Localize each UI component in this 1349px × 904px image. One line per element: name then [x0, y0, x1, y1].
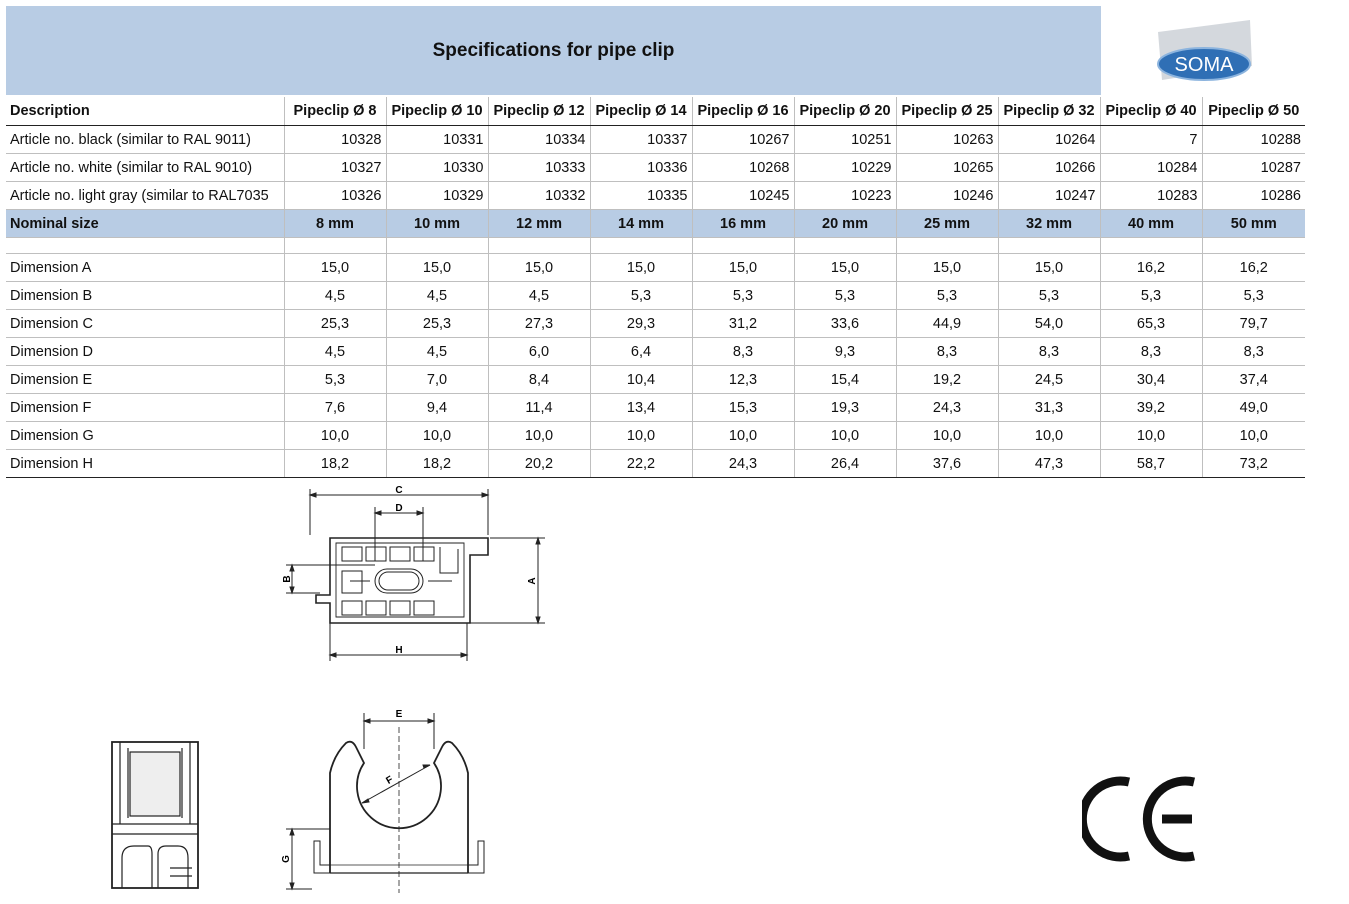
article-row — [6, 126, 1305, 154]
row-label: Article no. light gray (similar to RAL7035 — [6, 182, 284, 210]
table-cell: 10329 — [386, 182, 488, 210]
row-label: Dimension A — [6, 254, 284, 282]
table-cell: 8 mm — [284, 210, 386, 238]
table-cell: 5,3 — [896, 282, 998, 310]
table-cell: 8,3 — [896, 338, 998, 366]
table-cell: 33,6 — [794, 310, 896, 338]
page-title: Specifications for pipe clip — [432, 40, 675, 61]
table-cell: 4,5 — [386, 282, 488, 310]
table-cell: 65,3 — [1100, 310, 1202, 338]
table-cell: 29,3 — [590, 310, 692, 338]
table-cell: 12,3 — [692, 366, 794, 394]
table-cell: 79,7 — [1202, 310, 1305, 338]
table-cell: 15,0 — [998, 254, 1100, 282]
table-cell: 10247 — [998, 182, 1100, 210]
table-cell: 19,3 — [794, 394, 896, 422]
table-cell: 10265 — [896, 154, 998, 182]
table-cell: 24,3 — [896, 394, 998, 422]
dim-label-c: C — [395, 485, 403, 496]
table-cell: 11,4 — [488, 394, 590, 422]
dimension-row — [6, 394, 1305, 422]
spec-table — [6, 97, 1305, 478]
dim-label-g: G — [281, 855, 292, 863]
dimension-row — [6, 310, 1305, 338]
table-cell: 15,0 — [488, 254, 590, 282]
table-cell: 15,0 — [692, 254, 794, 282]
table-cell: 10,0 — [1100, 422, 1202, 450]
column-header: Pipeclip Ø 40 — [1100, 97, 1202, 126]
table-cell — [998, 238, 1100, 254]
table-cell: 49,0 — [1202, 394, 1305, 422]
table-cell: 10326 — [284, 182, 386, 210]
table-cell: 7,0 — [386, 366, 488, 394]
table-cell: 10268 — [692, 154, 794, 182]
table-cell: 10267 — [692, 126, 794, 154]
dimension-row — [6, 450, 1305, 478]
table-cell: 10287 — [1202, 154, 1305, 182]
table-cell: 31,3 — [998, 394, 1100, 422]
table-cell: 5,3 — [794, 282, 896, 310]
table-cell: 54,0 — [998, 310, 1100, 338]
table-cell: 5,3 — [284, 366, 386, 394]
table-cell — [794, 238, 896, 254]
table-cell: 5,3 — [692, 282, 794, 310]
title-band — [6, 6, 1101, 95]
table-cell: 6,0 — [488, 338, 590, 366]
table-cell: 12 mm — [488, 210, 590, 238]
table-cell: 10333 — [488, 154, 590, 182]
table-cell: 20,2 — [488, 450, 590, 478]
table-cell — [692, 238, 794, 254]
article-row — [6, 154, 1305, 182]
dim-label-b: B — [282, 575, 293, 583]
column-header-description: Description — [6, 97, 284, 126]
column-header: Pipeclip Ø 14 — [590, 97, 692, 126]
table-cell: 15,0 — [284, 254, 386, 282]
table-cell: 10,0 — [386, 422, 488, 450]
row-label: Dimension F — [6, 394, 284, 422]
table-cell: 10284 — [1100, 154, 1202, 182]
table-cell: 44,9 — [896, 310, 998, 338]
table-cell: 10332 — [488, 182, 590, 210]
table-cell: 15,0 — [794, 254, 896, 282]
dimension-row — [6, 422, 1305, 450]
table-cell: 10,0 — [692, 422, 794, 450]
nominal-size-row — [6, 210, 1305, 238]
table-cell: 10223 — [794, 182, 896, 210]
table-cell: 20 mm — [794, 210, 896, 238]
dim-label-e: E — [395, 709, 403, 720]
table-cell: 58,7 — [1100, 450, 1202, 478]
dim-label-h: H — [395, 645, 403, 656]
table-cell — [386, 238, 488, 254]
table-cell: 4,5 — [488, 282, 590, 310]
table-cell: 10,0 — [1202, 422, 1305, 450]
table-cell: 8,4 — [488, 366, 590, 394]
table-cell: 16,2 — [1100, 254, 1202, 282]
table-cell: 26,4 — [794, 450, 896, 478]
table-cell: 47,3 — [998, 450, 1100, 478]
dimension-row — [6, 282, 1305, 310]
table-cell: 19,2 — [896, 366, 998, 394]
column-header: Pipeclip Ø 20 — [794, 97, 896, 126]
table-cell: 7,6 — [284, 394, 386, 422]
dimension-row — [6, 366, 1305, 394]
row-label: Dimension H — [6, 450, 284, 478]
table-cell: 10336 — [590, 154, 692, 182]
column-header: Pipeclip Ø 25 — [896, 97, 998, 126]
table-cell: 10328 — [284, 126, 386, 154]
table-cell: 16 mm — [692, 210, 794, 238]
top-view-drawing — [280, 483, 560, 668]
column-header: Pipeclip Ø 16 — [692, 97, 794, 126]
table-cell: 5,3 — [998, 282, 1100, 310]
table-cell: 10330 — [386, 154, 488, 182]
soma-logo-icon — [1140, 14, 1260, 94]
table-cell: 10246 — [896, 182, 998, 210]
table-cell: 9,3 — [794, 338, 896, 366]
table-cell: 10,0 — [794, 422, 896, 450]
table-cell: 10,0 — [590, 422, 692, 450]
row-label: Nominal size — [6, 210, 284, 238]
table-cell: 31,2 — [692, 310, 794, 338]
logo-text: SOMA — [1174, 54, 1234, 76]
table-cell: 39,2 — [1100, 394, 1202, 422]
table-cell: 10263 — [896, 126, 998, 154]
table-cell: 27,3 — [488, 310, 590, 338]
table-cell: 7 — [1100, 126, 1202, 154]
table-cell: 10229 — [794, 154, 896, 182]
article-row — [6, 182, 1305, 210]
dimension-row — [6, 254, 1305, 282]
column-header: Pipeclip Ø 50 — [1202, 97, 1305, 126]
table-cell: 15,0 — [386, 254, 488, 282]
row-label: Dimension B — [6, 282, 284, 310]
row-label: Dimension C — [6, 310, 284, 338]
table-cell: 24,3 — [692, 450, 794, 478]
column-header: Pipeclip Ø 8 — [284, 97, 386, 126]
table-cell: 30,4 — [1100, 366, 1202, 394]
table-cell: 25 mm — [896, 210, 998, 238]
table-cell: 9,4 — [386, 394, 488, 422]
row-label: Article no. white (similar to RAL 9010) — [6, 154, 284, 182]
table-cell: 32 mm — [998, 210, 1100, 238]
table-cell: 16,2 — [1202, 254, 1305, 282]
row-label: Dimension D — [6, 338, 284, 366]
table-cell: 10,4 — [590, 366, 692, 394]
table-cell: 73,2 — [1202, 450, 1305, 478]
table-cell: 14 mm — [590, 210, 692, 238]
row-label: Article no. black (similar to RAL 9011) — [6, 126, 284, 154]
row-label: Dimension G — [6, 422, 284, 450]
table-cell: 4,5 — [386, 338, 488, 366]
table-cell: 18,2 — [284, 450, 386, 478]
table-cell: 10288 — [1202, 126, 1305, 154]
table-cell: 10331 — [386, 126, 488, 154]
table-cell: 10,0 — [488, 422, 590, 450]
table-cell — [284, 238, 386, 254]
column-header: Pipeclip Ø 10 — [386, 97, 488, 126]
table-cell: 8,3 — [692, 338, 794, 366]
table-cell: 10327 — [284, 154, 386, 182]
table-cell: 37,4 — [1202, 366, 1305, 394]
table-cell: 22,2 — [590, 450, 692, 478]
table-cell: 10251 — [794, 126, 896, 154]
ce-mark-icon — [1082, 772, 1200, 866]
table-cell — [590, 238, 692, 254]
table-cell: 25,3 — [284, 310, 386, 338]
table-cell — [1100, 238, 1202, 254]
table-cell: 10334 — [488, 126, 590, 154]
table-cell: 8,3 — [998, 338, 1100, 366]
table-cell: 40 mm — [1100, 210, 1202, 238]
table-cell — [896, 238, 998, 254]
table-cell: 50 mm — [1202, 210, 1305, 238]
column-header: Pipeclip Ø 32 — [998, 97, 1100, 126]
dim-label-a: A — [527, 577, 538, 585]
table-cell: 10335 — [590, 182, 692, 210]
table-cell: 4,5 — [284, 282, 386, 310]
table-cell: 10245 — [692, 182, 794, 210]
table-cell: 5,3 — [1202, 282, 1305, 310]
row-label: Dimension E — [6, 366, 284, 394]
table-cell: 10,0 — [284, 422, 386, 450]
table-cell: 10286 — [1202, 182, 1305, 210]
table-cell: 15,0 — [896, 254, 998, 282]
table-cell: 5,3 — [1100, 282, 1202, 310]
table-cell — [488, 238, 590, 254]
table-cell: 10266 — [998, 154, 1100, 182]
table-header-row — [6, 97, 1305, 126]
side-view-drawing — [108, 738, 204, 892]
table-cell: 8,3 — [1100, 338, 1202, 366]
table-cell: 10337 — [590, 126, 692, 154]
dim-label-d: D — [395, 503, 403, 514]
table-cell: 5,3 — [590, 282, 692, 310]
row-label — [6, 238, 284, 254]
table-cell: 25,3 — [386, 310, 488, 338]
table-cell: 15,0 — [590, 254, 692, 282]
table-cell: 15,3 — [692, 394, 794, 422]
table-cell: 18,2 — [386, 450, 488, 478]
table-cell: 8,3 — [1202, 338, 1305, 366]
dim-label-f: F — [384, 774, 396, 787]
column-header: Pipeclip Ø 12 — [488, 97, 590, 126]
spacer-row — [6, 238, 1305, 254]
table-cell: 10264 — [998, 126, 1100, 154]
table-cell: 10283 — [1100, 182, 1202, 210]
table-cell: 6,4 — [590, 338, 692, 366]
table-cell: 10,0 — [896, 422, 998, 450]
table-cell: 15,4 — [794, 366, 896, 394]
dimension-row — [6, 338, 1305, 366]
table-cell: 4,5 — [284, 338, 386, 366]
front-view-drawing — [272, 703, 502, 893]
table-cell — [1202, 238, 1305, 254]
table-cell: 37,6 — [896, 450, 998, 478]
table-cell: 13,4 — [590, 394, 692, 422]
table-cell: 24,5 — [998, 366, 1100, 394]
table-cell: 10 mm — [386, 210, 488, 238]
table-cell: 10,0 — [998, 422, 1100, 450]
